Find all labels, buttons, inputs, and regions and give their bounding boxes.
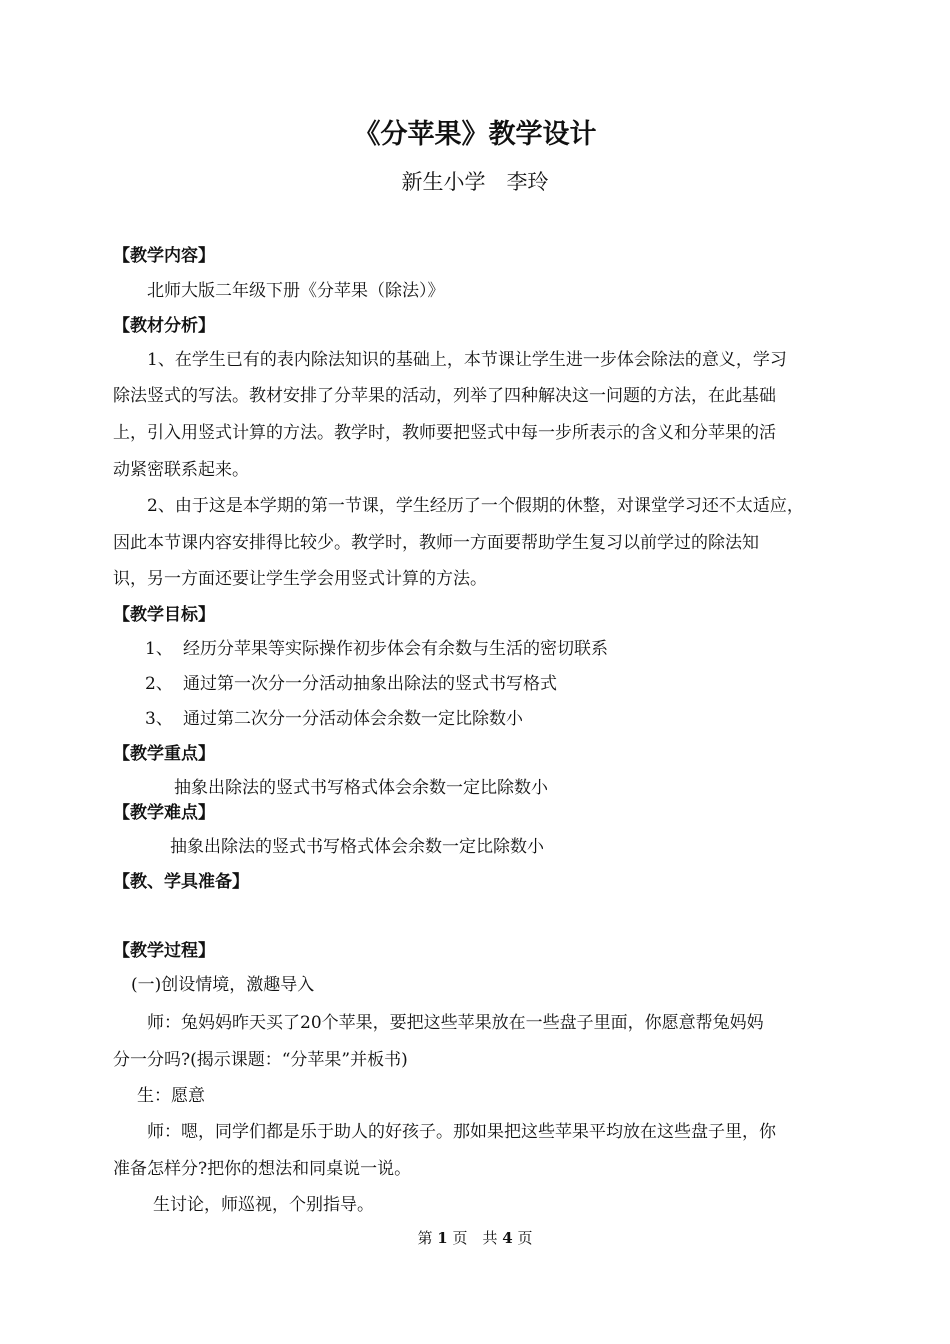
process-step: (一)创设情境，激趣导入 — [131, 975, 315, 995]
heading-process: 【教学过程】 — [113, 941, 215, 961]
heading-analysis: 【教材分析】 — [113, 316, 215, 336]
goal-number: 1、 — [145, 639, 173, 659]
goal-item — [145, 704, 523, 729]
footer-suffix: 页 — [517, 1229, 533, 1247]
goal-number: 3、 — [145, 709, 173, 729]
dialogue-line: 分一分吗?(揭示课题：“分苹果”并板书) — [113, 1050, 408, 1070]
analysis-line: 2、由于这是本学期的第一节课，学生经历了一个假期的休整，对课堂学习还不太适应， — [147, 496, 804, 516]
heading-difficulties: 【教学难点】 — [113, 803, 215, 823]
dialogue-line: 生：愿意 — [137, 1086, 205, 1106]
total-page-number: 4 — [502, 1229, 513, 1247]
footer-prefix: 第 — [417, 1229, 433, 1247]
analysis-line: 因此本节课内容安排得比较少。教学时，教师一方面要帮助学生复习以前学过的除法知 — [113, 533, 759, 553]
difficulties-text: 抽象出除法的竖式书写格式体会余数一定比除数小 — [170, 837, 544, 857]
analysis-line: 识，另一方面还要让学生学会用竖式计算的方法。 — [113, 569, 487, 589]
page-footer — [0, 1227, 950, 1248]
goal-item — [145, 669, 557, 694]
goal-item — [145, 634, 608, 659]
current-page-number: 1 — [437, 1229, 448, 1247]
heading-key-points: 【教学重点】 — [113, 744, 215, 764]
document-title: 《分苹果》教学设计 — [353, 119, 597, 150]
dialogue-line: 师：兔妈妈昨天买了20个苹果，要把这些苹果放在一些盘子里面，你愿意帮兔妈妈 — [147, 1013, 764, 1033]
analysis-line: 除法竖式的写法。教材安排了分苹果的活动，列举了四种解决这一问题的方法，在此基础 — [113, 386, 776, 406]
dialogue-line: 师：嗯，同学们都是乐于助人的好孩子。那如果把这些苹果平均放在这些盘子里，你 — [147, 1122, 776, 1142]
dialogue-line: 准备怎样分?把你的想法和同桌说一说。 — [113, 1159, 412, 1179]
author-line: 新生小学 李玲 — [401, 170, 549, 194]
goal-number: 2、 — [145, 674, 173, 694]
heading-goals: 【教学目标】 — [113, 605, 215, 625]
analysis-line: 动紧密联系起来。 — [113, 460, 249, 480]
dialogue-line: 生讨论，师巡视，个别指导。 — [153, 1195, 374, 1215]
key-points-text: 抽象出除法的竖式书写格式体会余数一定比除数小 — [174, 778, 548, 798]
footer-mid: 页 共 — [452, 1229, 498, 1247]
goal-text: 通过第一次分一分活动抽象出除法的竖式书写格式 — [183, 674, 557, 694]
goal-text: 通过第二次分一分活动体会余数一定比除数小 — [183, 709, 523, 729]
goal-text: 经历分苹果等实际操作初步体会有余数与生活的密切联系 — [183, 639, 608, 659]
analysis-line: 1、在学生已有的表内除法知识的基础上，本节课让学生进一步体会除法的意义，学习 — [147, 350, 787, 370]
content-text: 北师大版二年级下册《分苹果（除法）》 — [147, 281, 445, 301]
heading-content: 【教学内容】 — [113, 246, 215, 266]
analysis-line: 上，引入用竖式计算的方法。教学时，教师要把竖式中每一步所表示的含义和分苹果的活 — [113, 423, 776, 443]
heading-tools: 【教、学具准备】 — [113, 872, 249, 892]
